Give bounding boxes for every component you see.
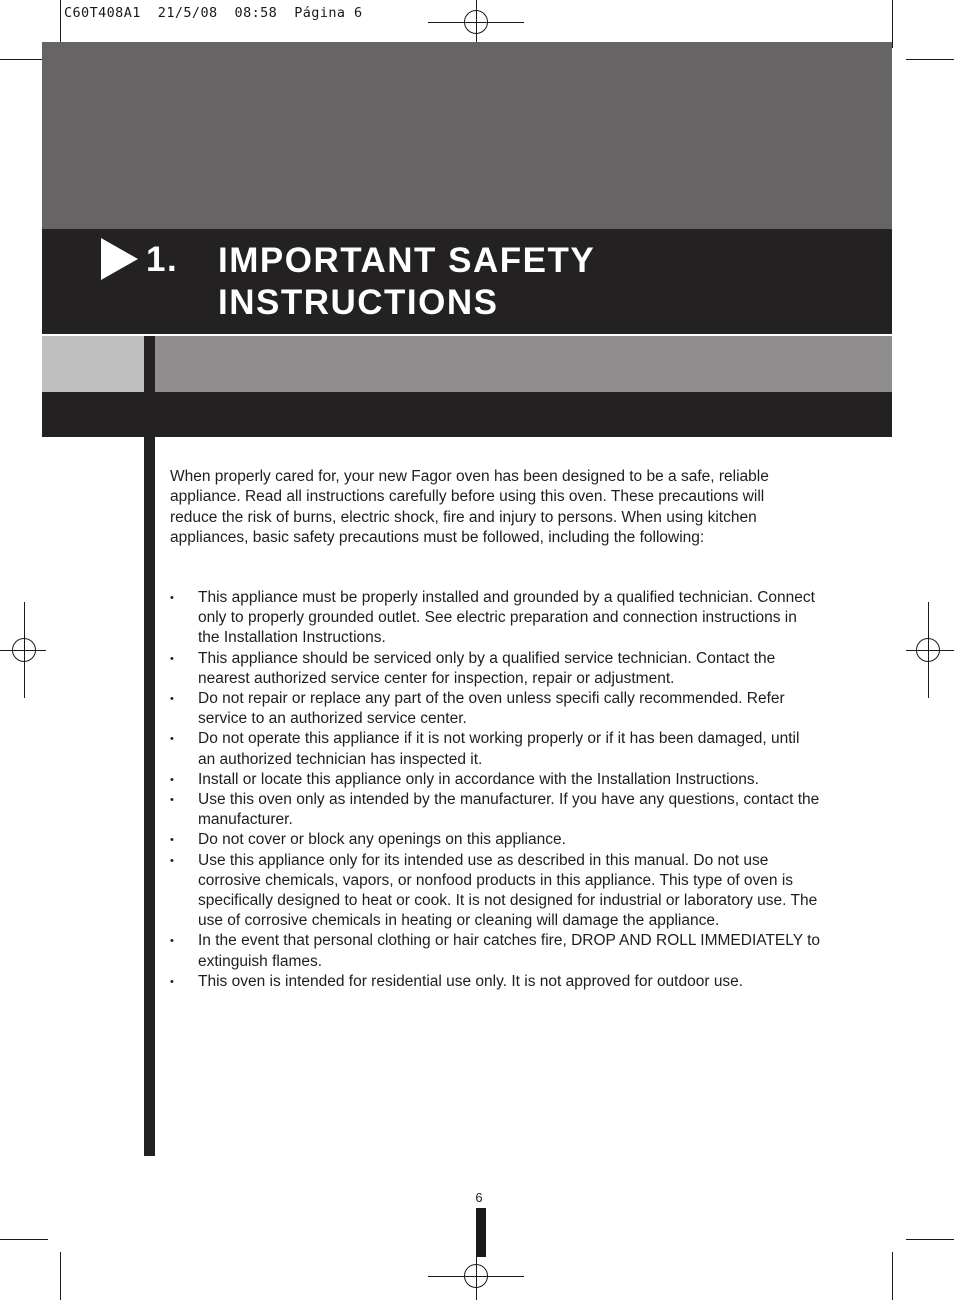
list-item: • Do not operate this appliance if it is not working properly or if it has been damaged, until an authorized technician has inspected it. xyxy=(170,730,800,768)
list-item: • Use this appliance only for its intended use as described in this manual. Do not use corrosive chemicals, vapors, or nonfood products in this appliance. This type of oven is specifically designed to heat or cook. It is not designed for industrial or laboratory use. The use of corrosive chemicals in heating or cleaning will damage the appliance. xyxy=(170,851,818,930)
header-band-light xyxy=(42,336,144,392)
bullet-icon: • xyxy=(170,693,174,706)
header-band-dark xyxy=(42,392,892,437)
list-item: • Use this oven only as intended by the manufacturer. If you have any questions, contact the manufacturer. xyxy=(170,791,820,829)
play-arrow-icon xyxy=(101,238,138,280)
bullet-icon: • xyxy=(170,592,174,604)
section-title: IMPORTANT SAFETY INSTRUCTIONS xyxy=(218,241,595,322)
bullet-icon: • xyxy=(170,733,174,746)
list-item: • Do not repair or replace any part of the oven unless specifi cally recommended. Refer service to an authorized service center. xyxy=(170,690,785,728)
bullet-icon: • xyxy=(170,652,174,665)
header-band-mid xyxy=(155,336,892,392)
bullet-icon: • xyxy=(170,975,174,988)
page-number: 6 xyxy=(475,1190,483,1205)
header-band-top xyxy=(42,42,892,229)
list-item: • In the event that personal clothing or hair catches fire, DROP AND ROLL IMMEDIATELY to extinguish flames. xyxy=(170,932,821,970)
list-item: • This oven is intended for residential use only. It is not approved for outdoor use. xyxy=(170,972,820,992)
bullet-icon: • xyxy=(170,935,174,948)
bullet-icon: • xyxy=(170,834,174,847)
safety-list xyxy=(170,588,820,992)
bullet-icon: • xyxy=(170,773,174,786)
print-slug: C60T408A1 21/5/08 08:58 Página 6 xyxy=(64,5,363,21)
page-number-bar xyxy=(476,1208,486,1257)
bullet-icon: • xyxy=(170,854,174,867)
intro-paragraph: When properly cared for, your new Fagor oven has been designed to be a safe, reliable appliance. Read all instructions carefully before using this oven. These precautions will reduce the risk of burns, electric shock, fire and injury to persons. When using kitchen appliances, basic safety precautions must be followed, including the following: xyxy=(170,468,769,546)
list-item: • This appliance must be properly installed and grounded by a qualified technician. Connect only to properly grounded outlet. See electric preparation and connection instructions in the Installation Instructions. xyxy=(170,589,815,647)
list-item: • Do not cover or block any openings on this appliance. xyxy=(170,830,820,850)
section-number: 1. xyxy=(146,240,179,279)
list-item: • Install or locate this appliance only in accordance with the Installation Instructions. xyxy=(170,770,820,790)
list-item: • This appliance should be serviced only by a qualified service technician. Contact the nearest authorized service center for inspection, repair or adjustment. xyxy=(170,649,776,687)
bullet-icon: • xyxy=(170,794,174,807)
left-vertical-bar xyxy=(144,336,155,1156)
